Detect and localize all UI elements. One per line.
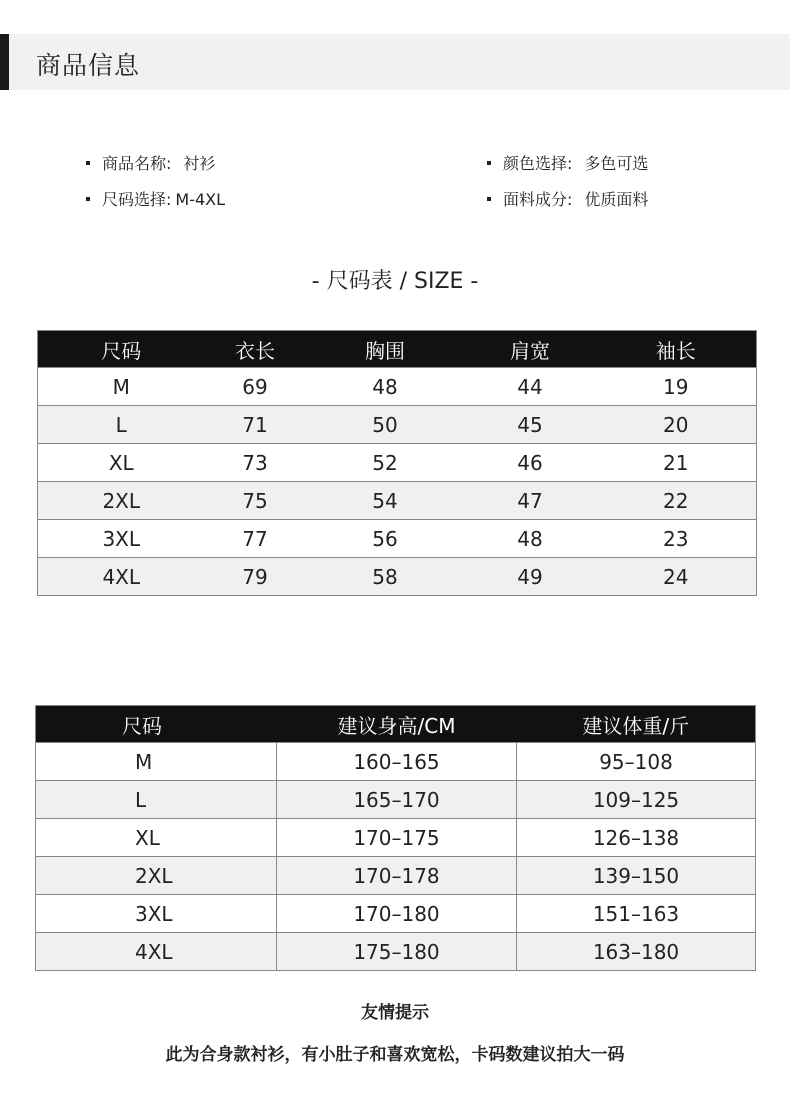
table-cell: 165–170 <box>277 781 517 819</box>
bullet-icon <box>86 197 90 201</box>
table-cell: 79 <box>205 558 306 596</box>
table-cell: M <box>38 368 205 406</box>
info-fabric <box>487 187 648 210</box>
table-cell: 151–163 <box>517 895 756 933</box>
table-cell: 47 <box>465 482 596 520</box>
table-cell: 139–150 <box>517 857 756 895</box>
column-header: 肩宽 <box>465 331 596 368</box>
info-size-range <box>86 187 225 210</box>
table-cell: 21 <box>596 444 757 482</box>
info-value: 衬衫 <box>183 154 216 173</box>
table-cell: 163–180 <box>517 933 756 971</box>
page-title: 商品信息 <box>36 51 141 80</box>
table-cell: 58 <box>306 558 465 596</box>
table-cell: 54 <box>306 482 465 520</box>
bullet-icon <box>487 161 491 165</box>
table-row <box>36 781 756 819</box>
info-value: 优质面料 <box>584 190 649 209</box>
table-cell: XL <box>36 819 277 857</box>
table-cell: 2XL <box>36 857 277 895</box>
table-cell: 109–125 <box>517 781 756 819</box>
size-chart-title: - 尺码表 / SIZE - <box>311 269 479 294</box>
table-cell: 22 <box>596 482 757 520</box>
info-value: 多色可选 <box>584 154 649 173</box>
table-cell: 71 <box>205 406 306 444</box>
info-color <box>487 151 648 174</box>
table-cell: 44 <box>465 368 596 406</box>
column-header: 袖长 <box>596 331 757 368</box>
table-cell: 50 <box>306 406 465 444</box>
tips-title: 友情提示 <box>361 1003 429 1023</box>
table-header-row <box>36 706 756 743</box>
table-header-row <box>38 331 757 368</box>
section-header <box>0 34 790 90</box>
size-chart-table <box>37 330 757 596</box>
table-row <box>38 368 757 406</box>
column-header: 尺码 <box>36 706 277 743</box>
column-header: 尺码 <box>38 331 205 368</box>
table-cell: 3XL <box>38 520 205 558</box>
table-row <box>36 743 756 781</box>
table-cell: 2XL <box>38 482 205 520</box>
table-cell: L <box>36 781 277 819</box>
table-row <box>36 895 756 933</box>
tips-text: 此为合身款衬衫，有小肚子和喜欢宽松，卡码数建议拍大一码 <box>165 1045 625 1065</box>
bullet-icon <box>487 197 491 201</box>
table-cell: 45 <box>465 406 596 444</box>
table-cell: 170–178 <box>277 857 517 895</box>
column-header: 胸围 <box>306 331 465 368</box>
table-cell: M <box>36 743 277 781</box>
table-cell: 48 <box>306 368 465 406</box>
column-header: 建议身高/CM <box>277 706 517 743</box>
table-cell: 56 <box>306 520 465 558</box>
table-cell: 160–165 <box>277 743 517 781</box>
table-cell: 170–175 <box>277 819 517 857</box>
table-cell: 77 <box>205 520 306 558</box>
table-cell: 23 <box>596 520 757 558</box>
table-cell: XL <box>38 444 205 482</box>
column-header: 衣长 <box>205 331 306 368</box>
table-cell: 4XL <box>38 558 205 596</box>
info-label: 面料成分: <box>503 190 573 209</box>
table-cell: 3XL <box>36 895 277 933</box>
table-cell: 69 <box>205 368 306 406</box>
table-row <box>36 857 756 895</box>
header-accent-bar <box>0 34 9 90</box>
table-cell: 4XL <box>36 933 277 971</box>
table-row <box>38 520 757 558</box>
table-cell: 126–138 <box>517 819 756 857</box>
table-row <box>38 444 757 482</box>
info-label: 颜色选择: <box>503 154 573 173</box>
table-row <box>38 558 757 596</box>
table-cell: 49 <box>465 558 596 596</box>
bullet-icon <box>86 161 90 165</box>
table-cell: 170–180 <box>277 895 517 933</box>
column-header: 建议体重/斤 <box>517 706 756 743</box>
table-row <box>38 406 757 444</box>
info-label: 尺码选择: <box>102 190 172 209</box>
table-cell: 175–180 <box>277 933 517 971</box>
table-cell: 95–108 <box>517 743 756 781</box>
table-cell: 20 <box>596 406 757 444</box>
recommendation-table <box>35 705 756 971</box>
table-cell: 73 <box>205 444 306 482</box>
table-cell: 19 <box>596 368 757 406</box>
table-row <box>38 482 757 520</box>
table-cell: L <box>38 406 205 444</box>
info-label: 商品名称: <box>102 154 172 173</box>
info-value: M-4XL <box>175 190 226 209</box>
table-cell: 52 <box>306 444 465 482</box>
table-cell: 48 <box>465 520 596 558</box>
info-product-name <box>86 151 215 174</box>
table-row <box>36 933 756 971</box>
table-cell: 75 <box>205 482 306 520</box>
table-cell: 46 <box>465 444 596 482</box>
table-cell: 24 <box>596 558 757 596</box>
table-row <box>36 819 756 857</box>
